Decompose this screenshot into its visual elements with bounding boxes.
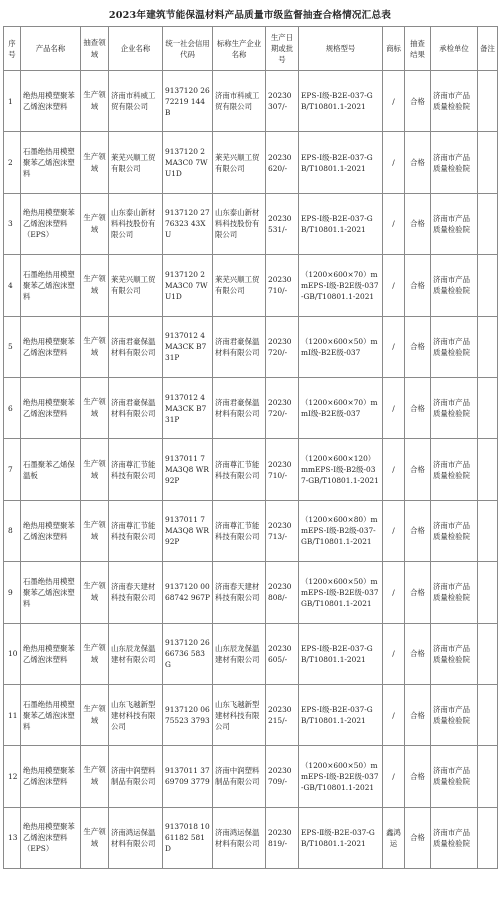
- company-name-cell: 济南中润塑料制品有限公司: [109, 746, 163, 807]
- product-name-cell: 绝热用模塑聚苯乙烯泡沫塑料: [21, 71, 81, 132]
- table-row: [4, 316, 498, 377]
- trademark-cell: /: [383, 255, 405, 316]
- production-date-cell: 20230 709/-: [266, 746, 299, 807]
- company-name-cell: 济南君豪保温材料有限公司: [109, 377, 163, 438]
- table-row: [4, 562, 498, 623]
- row-index-cell: 7: [4, 439, 21, 500]
- table-row: [4, 807, 498, 868]
- company-name-cell: 山东泰山新材料科技股份有限公司: [109, 193, 163, 254]
- inspection-domain-cell: 生产领域: [81, 746, 109, 807]
- nominal-company-cell: 济南鸿运保温材料有限公司: [213, 807, 266, 868]
- spec-model-cell: （1200×600×120）mmEPS-Ⅰ级-B2级-037-GB/T10801.1-2021: [299, 439, 383, 500]
- nominal-company-cell: 莱芜兴顺工贸有限公司: [213, 132, 266, 193]
- row-index-cell: 2: [4, 132, 21, 193]
- company-name-cell: 济南尊汇节能科技有限公司: [109, 439, 163, 500]
- product-name-cell: 石墨绝热用模塑聚苯乙烯泡沫塑料: [21, 684, 81, 745]
- table-row: [4, 193, 498, 254]
- production-date-cell: 20230 713/-: [266, 500, 299, 561]
- production-date-cell: 20230 720/-: [266, 316, 299, 377]
- production-date-cell: 20230 620/-: [266, 132, 299, 193]
- production-date-cell: 20230 819/-: [266, 807, 299, 868]
- company-name-cell: 济南春天建材科技有限公司: [109, 562, 163, 623]
- production-date-cell: 20230 215/-: [266, 684, 299, 745]
- column-header: 承检单位: [431, 27, 478, 71]
- trademark-cell: /: [383, 684, 405, 745]
- product-name-cell: 绝热用模塑聚苯乙烯泡沫塑料（EPS）: [21, 807, 81, 868]
- row-index-cell: 3: [4, 193, 21, 254]
- inspection-result-cell: 合格: [405, 623, 431, 684]
- nominal-company-cell: 山东辰龙保温建材有限公司: [213, 623, 266, 684]
- inspection-domain-cell: 生产领域: [81, 439, 109, 500]
- table-row: [4, 255, 498, 316]
- company-name-cell: 济南市科威工贸有限公司: [109, 71, 163, 132]
- remark-cell: [478, 746, 498, 807]
- remark-cell: [478, 71, 498, 132]
- production-date-cell: 20230 710/-: [266, 439, 299, 500]
- row-index-cell: 12: [4, 746, 21, 807]
- credit-code-cell: 9137011 7MA3Q8 WR92P: [163, 500, 213, 561]
- trademark-cell: /: [383, 746, 405, 807]
- spec-model-cell: （1200×600×70）mmEPS-Ⅰ级-B2E级-037-GB/T10801.1-2021: [299, 255, 383, 316]
- spec-model-cell: （1200×600×80）mmEPS-Ⅰ级-B2级-037-GB/T10801.1-2021: [299, 500, 383, 561]
- company-name-cell: 济南君豪保温材料有限公司: [109, 316, 163, 377]
- production-date-cell: 20230 531/-: [266, 193, 299, 254]
- trademark-cell: 鑫鸿运: [383, 807, 405, 868]
- inspection-domain-cell: 生产领域: [81, 562, 109, 623]
- inspection-lab-cell: 济南市产品质量检验院: [431, 500, 478, 561]
- remark-cell: [478, 132, 498, 193]
- inspection-lab-cell: 济南市产品质量检验院: [431, 255, 478, 316]
- trademark-cell: /: [383, 316, 405, 377]
- column-header: 备注: [478, 27, 498, 71]
- credit-code-cell: 9137120 2MA3C0 7WU1D: [163, 255, 213, 316]
- credit-code-cell: 9137120 2672219 144B: [163, 71, 213, 132]
- product-name-cell: 绝热用模塑聚苯乙烯泡沫塑料（EPS）: [21, 193, 81, 254]
- production-date-cell: 20230 605/-: [266, 623, 299, 684]
- remark-cell: [478, 439, 498, 500]
- table-row: [4, 746, 498, 807]
- column-header: 统一社会信用代码: [163, 27, 213, 71]
- product-name-cell: 石墨绝热用模塑聚苯乙烯泡沫塑料: [21, 255, 81, 316]
- inspection-lab-cell: 济南市产品质量检验院: [431, 623, 478, 684]
- trademark-cell: /: [383, 500, 405, 561]
- column-header: 生产日期或批号: [266, 27, 299, 71]
- nominal-company-cell: 济南尊汇节能科技有限公司: [213, 439, 266, 500]
- row-index-cell: 5: [4, 316, 21, 377]
- inspection-domain-cell: 生产领域: [81, 132, 109, 193]
- spec-model-cell: （1200×600×50）mmEPS-Ⅰ级-B2E级-037-GB/T10801.1-2021: [299, 746, 383, 807]
- table-row: [4, 132, 498, 193]
- table-row: [4, 71, 498, 132]
- credit-code-cell: 9137120 2666736 583G: [163, 623, 213, 684]
- inspection-domain-cell: 生产领域: [81, 316, 109, 377]
- product-name-cell: 石墨聚苯乙烯保温板: [21, 439, 81, 500]
- table-row: [4, 500, 498, 561]
- column-header: 商标: [383, 27, 405, 71]
- remark-cell: [478, 377, 498, 438]
- spec-model-cell: EPS-Ⅱ级-B2E-037-GB/T10801.1-2021: [299, 807, 383, 868]
- credit-code-cell: 9137120 0068742 967P: [163, 562, 213, 623]
- nominal-company-cell: 济南市科威工贸有限公司: [213, 71, 266, 132]
- credit-code-cell: 9137012 4MA3CK B731P: [163, 316, 213, 377]
- inspection-result-cell: 合格: [405, 316, 431, 377]
- column-header: 规格型号: [299, 27, 383, 71]
- trademark-cell: /: [383, 132, 405, 193]
- inspection-lab-cell: 济南市产品质量检验院: [431, 377, 478, 438]
- trademark-cell: /: [383, 193, 405, 254]
- column-header: 抽查领域: [81, 27, 109, 71]
- inspection-result-cell: 合格: [405, 255, 431, 316]
- table-row: [4, 377, 498, 438]
- row-index-cell: 9: [4, 562, 21, 623]
- remark-cell: [478, 562, 498, 623]
- column-header: 序号: [4, 27, 21, 71]
- inspection-domain-cell: 生产领域: [81, 684, 109, 745]
- column-header: 抽查结果: [405, 27, 431, 71]
- inspection-result-cell: 合格: [405, 193, 431, 254]
- remark-cell: [478, 623, 498, 684]
- nominal-company-cell: 济南君豪保温材料有限公司: [213, 377, 266, 438]
- inspection-result-cell: 合格: [405, 684, 431, 745]
- product-name-cell: 绝热用模塑聚苯乙烯泡沫塑料: [21, 746, 81, 807]
- row-index-cell: 10: [4, 623, 21, 684]
- company-name-cell: 济南鸿运保温材料有限公司: [109, 807, 163, 868]
- remark-cell: [478, 684, 498, 745]
- inspection-lab-cell: 济南市产品质量检验院: [431, 316, 478, 377]
- credit-code-cell: 9137120 0675523 3793: [163, 684, 213, 745]
- inspection-domain-cell: 生产领域: [81, 193, 109, 254]
- nominal-company-cell: 山东飞越新型建材科技有限公司: [213, 684, 266, 745]
- inspection-result-cell: 合格: [405, 500, 431, 561]
- table-body: [4, 71, 498, 869]
- inspection-domain-cell: 生产领域: [81, 807, 109, 868]
- remark-cell: [478, 255, 498, 316]
- inspection-table: [3, 26, 498, 869]
- company-name-cell: 济南尊汇节能科技有限公司: [109, 500, 163, 561]
- remark-cell: [478, 500, 498, 561]
- inspection-result-cell: 合格: [405, 71, 431, 132]
- remark-cell: [478, 316, 498, 377]
- company-name-cell: 山东飞越新型建材科技有限公司: [109, 684, 163, 745]
- row-index-cell: 4: [4, 255, 21, 316]
- remark-cell: [478, 193, 498, 254]
- product-name-cell: 石墨绝热用模塑聚苯乙烯泡沫塑料: [21, 562, 81, 623]
- inspection-lab-cell: 济南市产品质量检验院: [431, 746, 478, 807]
- trademark-cell: /: [383, 439, 405, 500]
- row-index-cell: 8: [4, 500, 21, 561]
- spec-model-cell: EPS-Ⅰ级-B2E-037-GB/T10801.1-2021: [299, 132, 383, 193]
- nominal-company-cell: 山东泰山新材料科技股份有限公司: [213, 193, 266, 254]
- page-title: 2023年建筑节能保温材料产品质量市级监督抽查合格情况汇总表: [108, 10, 392, 21]
- inspection-domain-cell: 生产领域: [81, 71, 109, 132]
- spec-model-cell: （1200×600×70）mmⅠ级-B2E级-037: [299, 377, 383, 438]
- inspection-lab-cell: 济南市产品质量检验院: [431, 807, 478, 868]
- trademark-cell: /: [383, 562, 405, 623]
- production-date-cell: 20230 307/-: [266, 71, 299, 132]
- column-header: 企业名称: [109, 27, 163, 71]
- column-header: 产品名称: [21, 27, 81, 71]
- company-name-cell: 山东辰龙保温建材有限公司: [109, 623, 163, 684]
- product-name-cell: 绝热用模塑聚苯乙烯泡沫塑料: [21, 377, 81, 438]
- inspection-result-cell: 合格: [405, 562, 431, 623]
- row-index-cell: 1: [4, 71, 21, 132]
- trademark-cell: /: [383, 377, 405, 438]
- product-name-cell: 绝热用模塑聚苯乙烯泡沫塑料: [21, 316, 81, 377]
- table-row: [4, 439, 498, 500]
- production-date-cell: 20230 720/-: [266, 377, 299, 438]
- inspection-result-cell: 合格: [405, 439, 431, 500]
- inspection-result-cell: 合格: [405, 746, 431, 807]
- nominal-company-cell: 济南中润塑料制品有限公司: [213, 746, 266, 807]
- inspection-result-cell: 合格: [405, 132, 431, 193]
- production-date-cell: 20230 710/-: [266, 255, 299, 316]
- inspection-domain-cell: 生产领域: [81, 500, 109, 561]
- table-row: [4, 684, 498, 745]
- nominal-company-cell: 莱芜兴顺工贸有限公司: [213, 255, 266, 316]
- company-name-cell: 莱芜兴顺工贸有限公司: [109, 255, 163, 316]
- nominal-company-cell: 济南尊汇节能科技有限公司: [213, 500, 266, 561]
- inspection-lab-cell: 济南市产品质量检验院: [431, 71, 478, 132]
- spec-model-cell: EPS-Ⅰ级-B2E-037-GB/T10801.1-2021: [299, 71, 383, 132]
- inspection-lab-cell: 济南市产品质量检验院: [431, 193, 478, 254]
- inspection-domain-cell: 生产领域: [81, 255, 109, 316]
- spec-model-cell: EPS-Ⅰ级-B2E-037-GB/T10801.1-2021: [299, 623, 383, 684]
- credit-code-cell: 9137011 7MA3Q8 WR92P: [163, 439, 213, 500]
- remark-cell: [478, 807, 498, 868]
- table-header-row: [4, 27, 498, 71]
- credit-code-cell: 9137012 4MA3CK B731P: [163, 377, 213, 438]
- credit-code-cell: 9137120 2MA3C0 7WU1D: [163, 132, 213, 193]
- spec-model-cell: （1200×600×50）mmⅠ级-B2E级-037: [299, 316, 383, 377]
- inspection-result-cell: 合格: [405, 807, 431, 868]
- row-index-cell: 6: [4, 377, 21, 438]
- product-name-cell: 绝热用模塑聚苯乙烯泡沫塑料: [21, 623, 81, 684]
- row-index-cell: 11: [4, 684, 21, 745]
- spec-model-cell: EPS-Ⅰ级-B2E-037-GB/T10801.1-2021: [299, 193, 383, 254]
- inspection-lab-cell: 济南市产品质量检验院: [431, 684, 478, 745]
- company-name-cell: 莱芜兴顺工贸有限公司: [109, 132, 163, 193]
- credit-code-cell: 9137120 2776323 43XU: [163, 193, 213, 254]
- product-name-cell: 石墨绝热用模塑聚苯乙烯泡沫塑料: [21, 132, 81, 193]
- inspection-result-cell: 合格: [405, 377, 431, 438]
- nominal-company-cell: 济南春天建材科技有限公司: [213, 562, 266, 623]
- inspection-domain-cell: 生产领域: [81, 377, 109, 438]
- product-name-cell: 绝热用模塑聚苯乙烯泡沫塑料: [21, 500, 81, 561]
- credit-code-cell: 9137011 3769709 3779: [163, 746, 213, 807]
- nominal-company-cell: 济南君豪保温材料有限公司: [213, 316, 266, 377]
- spec-model-cell: （1200×600×50）mmEPS-Ⅰ级-B2E级-037GB/T10801.1-2021: [299, 562, 383, 623]
- trademark-cell: /: [383, 623, 405, 684]
- table-row: [4, 623, 498, 684]
- inspection-lab-cell: 济南市产品质量检验院: [431, 562, 478, 623]
- inspection-lab-cell: 济南市产品质量检验院: [431, 132, 478, 193]
- column-header: 标称生产企业名称: [213, 27, 266, 71]
- inspection-domain-cell: 生产领域: [81, 623, 109, 684]
- credit-code-cell: 9137018 1061182 581D: [163, 807, 213, 868]
- inspection-lab-cell: 济南市产品质量检验院: [431, 439, 478, 500]
- row-index-cell: 13: [4, 807, 21, 868]
- spec-model-cell: EPS-Ⅰ级-B2E-037-GB/T10801.1-2021: [299, 684, 383, 745]
- trademark-cell: /: [383, 71, 405, 132]
- production-date-cell: 20230 808/-: [266, 562, 299, 623]
